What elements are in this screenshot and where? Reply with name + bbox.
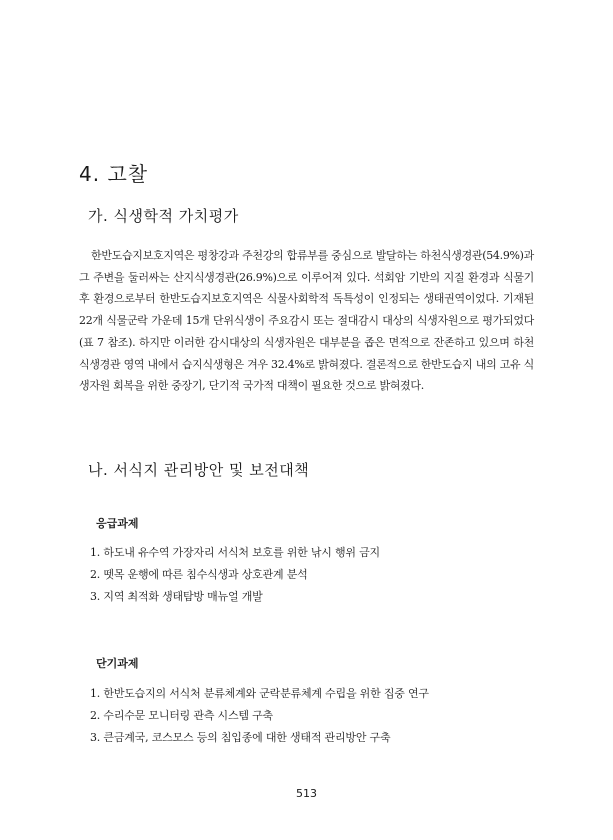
short-term-tasks-list <box>90 683 429 749</box>
subsection-title-habitat-management: 나. 서식지 관리방안 및 보전대책 <box>88 461 310 479</box>
section-title: 4. 고찰 <box>79 162 149 186</box>
list-item: 2. 뗏목 운행에 따른 침수식생과 상호관계 분석 <box>90 568 308 581</box>
body-paragraph: 한반도습지보호지역은 평창강과 주천강의 합류부를 중심으로 발달하는 하천식생경관(54.9%)과 그 주변을 둘러싸는 산지식생경관(26.9%)으로 이루어져 있다. 석회암 기반의 지질 환경과 식물기후 환경으로부터 한반도습지보호지역은 식물사회학적 독특성이 인정되는 생태권역이었다. 기재된 22개 식물군락 가운데 15개 단위식생이 주요감시 또는 절대감시 대상의 식생자원으로 평가되었다(표 7 참조). 하지만 이러한 감시대상의 식생자원은 대부분을 좁은 면적으로 잔존하고 있으며 하천식생경관 영역 내에서 습지식생형은 겨우 32.4%로 밝혀졌다. 결론적으로 한반도습지 내의 고유 식생자원 회복을 위한 중장기, 단기적 국가적 대책이 필요한 것으로 밝혀졌다. <box>79 249 534 393</box>
subsection-title-vegetation-evaluation: 가. 식생학적 가치평가 <box>88 207 239 225</box>
list-item: 3. 지역 최적화 생태탐방 매뉴얼 개발 <box>90 590 263 603</box>
list-item: 2. 수리수문 모니터링 관측 시스템 구축 <box>90 709 273 722</box>
urgent-tasks-heading: 응급과제 <box>96 517 139 530</box>
list-item: 1. 하도내 유수역 가장자리 서식처 보호를 위한 낚시 행위 금지 <box>90 546 380 559</box>
list-item: 1. 한반도습지의 서식처 분류체계와 군락분류체계 수립을 위한 집중 연구 <box>90 687 429 700</box>
short-term-tasks-heading: 단기과제 <box>96 657 139 670</box>
page-number: 513 <box>296 787 317 800</box>
list-item: 3. 큰금계국, 코스모스 등의 침입종에 대한 생태적 관리방안 구축 <box>90 731 391 744</box>
urgent-tasks-list <box>90 542 380 608</box>
